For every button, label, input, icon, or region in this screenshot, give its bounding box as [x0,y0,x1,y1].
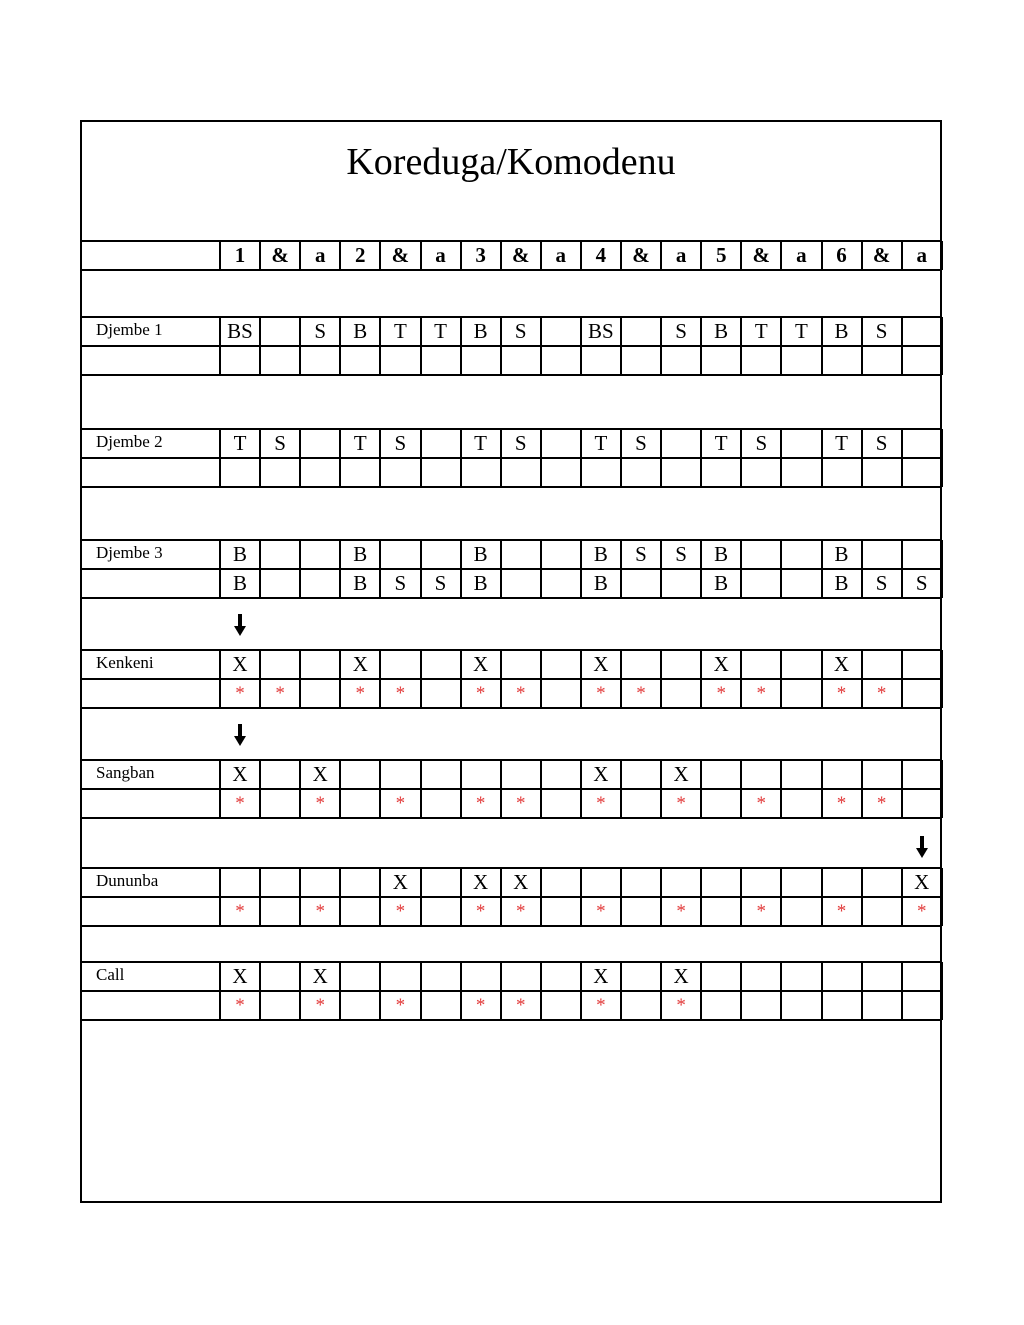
beat-count-label: & [752,243,771,267]
stroke-note: S [514,431,527,455]
stroke-note: T [434,319,447,343]
beat-count-label: 6 [836,243,847,267]
instrument-label: Sangban [96,763,155,782]
stroke-note: S [875,431,888,455]
beat-count-label: & [872,243,891,267]
instrument-top-rule [80,759,942,761]
stroke-note: S [514,319,527,343]
stroke-note: X [392,870,408,894]
stroke-note: BS [588,319,614,343]
beat-count-label: 2 [355,243,366,267]
stroke-note: X [473,870,489,894]
stroke-note: X [673,964,689,988]
accent-mark: * [475,683,486,704]
instrument-label: Kenkeni [96,653,154,672]
column-divider [299,540,301,598]
stroke-note: T [233,431,247,455]
instrument-top-rule [80,961,942,963]
stroke-note: T [474,431,487,455]
accent-mark: * [515,793,526,814]
stroke-note: S [875,571,888,595]
notation-sheet [80,120,942,1203]
stroke-note: B [834,319,849,343]
stroke-note: S [394,571,407,595]
stroke-note: X [673,762,689,786]
accent-mark: * [515,683,526,704]
stroke-note: X [312,964,328,988]
instrument-top-rule [80,539,942,541]
stroke-note: B [473,319,488,343]
stroke-note: S [875,319,888,343]
accent-mark: * [596,901,606,922]
stroke-note: T [594,431,608,455]
accent-mark: * [916,901,927,922]
stroke-note: S [274,431,286,455]
accent-mark: * [355,683,366,704]
accent-mark: * [475,793,486,814]
stroke-note: X [593,652,609,676]
instrument-top-rule [80,649,942,651]
accent-mark: * [235,793,245,814]
column-divider [780,962,782,1020]
beat-count-label: & [271,243,289,267]
column-divider [941,429,943,487]
beat-count-label: 3 [475,243,486,267]
stroke-note: X [473,652,489,676]
instrument-bottom-rule [80,597,942,599]
stroke-note: S [675,542,687,566]
stroke-note: X [232,762,248,786]
stroke-note: B [593,571,608,595]
accent-mark: * [515,901,526,922]
column-divider [901,962,903,1020]
accent-mark: * [756,683,767,704]
accent-mark: * [395,901,406,922]
beat-count-label: a [435,243,446,267]
stroke-note: S [755,431,768,455]
stroke-note: B [834,542,849,566]
stroke-note: X [593,762,609,786]
stroke-note: T [754,319,768,343]
beat-count-label: a [916,243,927,267]
stroke-note: X [232,652,248,676]
stroke-note: B [714,571,729,595]
accent-mark: * [315,995,325,1016]
stroke-note: X [513,870,529,894]
down-arrow-icon [916,836,928,860]
accent-mark: * [676,995,686,1016]
stroke-note: B [353,542,368,566]
accent-mark: * [676,793,686,814]
accent-mark: * [756,793,767,814]
beat-count-label: a [796,243,807,267]
stroke-note: S [635,542,647,566]
accent-mark: * [756,901,767,922]
stroke-note: T [714,431,728,455]
accent-mark: * [275,683,285,704]
stroke-note: X [352,652,368,676]
stroke-note: B [473,571,488,595]
stroke-note: T [393,319,407,343]
stroke-note: X [232,964,248,988]
instrument-label: Dununba [96,871,159,890]
accent-mark: * [836,901,847,922]
accent-mark: * [475,995,486,1016]
down-arrow-icon [234,724,246,748]
column-divider [821,962,823,1020]
column-divider [740,962,742,1020]
stroke-note: B [353,319,368,343]
accent-mark: * [315,793,325,814]
accent-mark: * [836,793,847,814]
stroke-note: BS [227,319,253,343]
stroke-note: B [353,571,368,595]
accent-mark: * [515,995,526,1016]
stroke-note: S [394,431,407,455]
accent-mark: * [395,995,406,1016]
stroke-note: S [915,571,928,595]
accent-mark: * [315,901,325,922]
stroke-note: S [675,319,687,343]
column-divider [941,962,943,1020]
accent-mark: * [235,683,245,704]
stroke-note: B [834,571,849,595]
accent-mark: * [716,683,726,704]
column-divider [941,760,943,818]
beat-count-label: 1 [234,243,246,267]
beat-count-label: a [555,243,567,267]
beat-count-label: a [675,243,687,267]
beat-count-label: 4 [595,243,607,267]
beat-count-label: & [391,243,410,267]
stroke-note: B [714,319,729,343]
stroke-note: B [232,571,247,595]
column-divider [861,962,863,1020]
column-divider [540,540,542,598]
instrument-label: Djembe 1 [96,320,163,339]
stroke-note: X [312,762,328,786]
accent-mark: * [876,793,887,814]
stroke-note: X [713,652,729,676]
accent-mark: * [235,901,245,922]
stroke-note: S [434,571,447,595]
page-title: Koreduga/Komodenu [346,141,676,183]
instrument-label: Call [96,965,125,984]
accent-mark: * [395,793,406,814]
stroke-note: T [353,431,367,455]
accent-mark: * [596,683,606,704]
beat-count-label: & [632,243,650,267]
accent-mark: * [596,793,606,814]
stroke-note: T [794,319,808,343]
instrument-mid-rule [80,568,942,570]
accent-mark: * [596,995,606,1016]
down-arrow-icon [234,614,246,638]
stroke-note: S [314,319,327,343]
instrument-bottom-rule [80,486,942,488]
instrument-bottom-rule [80,374,942,376]
stroke-note: B [473,542,488,566]
stroke-note: T [835,431,848,455]
accent-mark: * [876,683,887,704]
accent-mark: * [475,901,486,922]
beat-count-label: 5 [715,243,727,267]
column-divider [780,540,782,598]
instrument-label: Djembe 3 [96,543,163,562]
accent-mark: * [636,683,646,704]
stroke-note: B [714,542,729,566]
stroke-note: X [914,870,930,894]
stroke-note: B [232,542,247,566]
stroke-note: X [833,652,850,676]
accent-mark: * [676,901,686,922]
accent-mark: * [836,683,847,704]
beat-count-label: & [511,243,530,267]
instrument-label: Djembe 2 [96,432,163,451]
accent-mark: * [395,683,406,704]
accent-mark: * [235,995,245,1016]
column-divider [941,317,943,375]
stroke-note: X [593,964,609,988]
column-divider [941,650,943,708]
stroke-note: B [593,542,608,566]
beat-count-label: a [314,243,326,267]
stroke-note: S [635,431,647,455]
